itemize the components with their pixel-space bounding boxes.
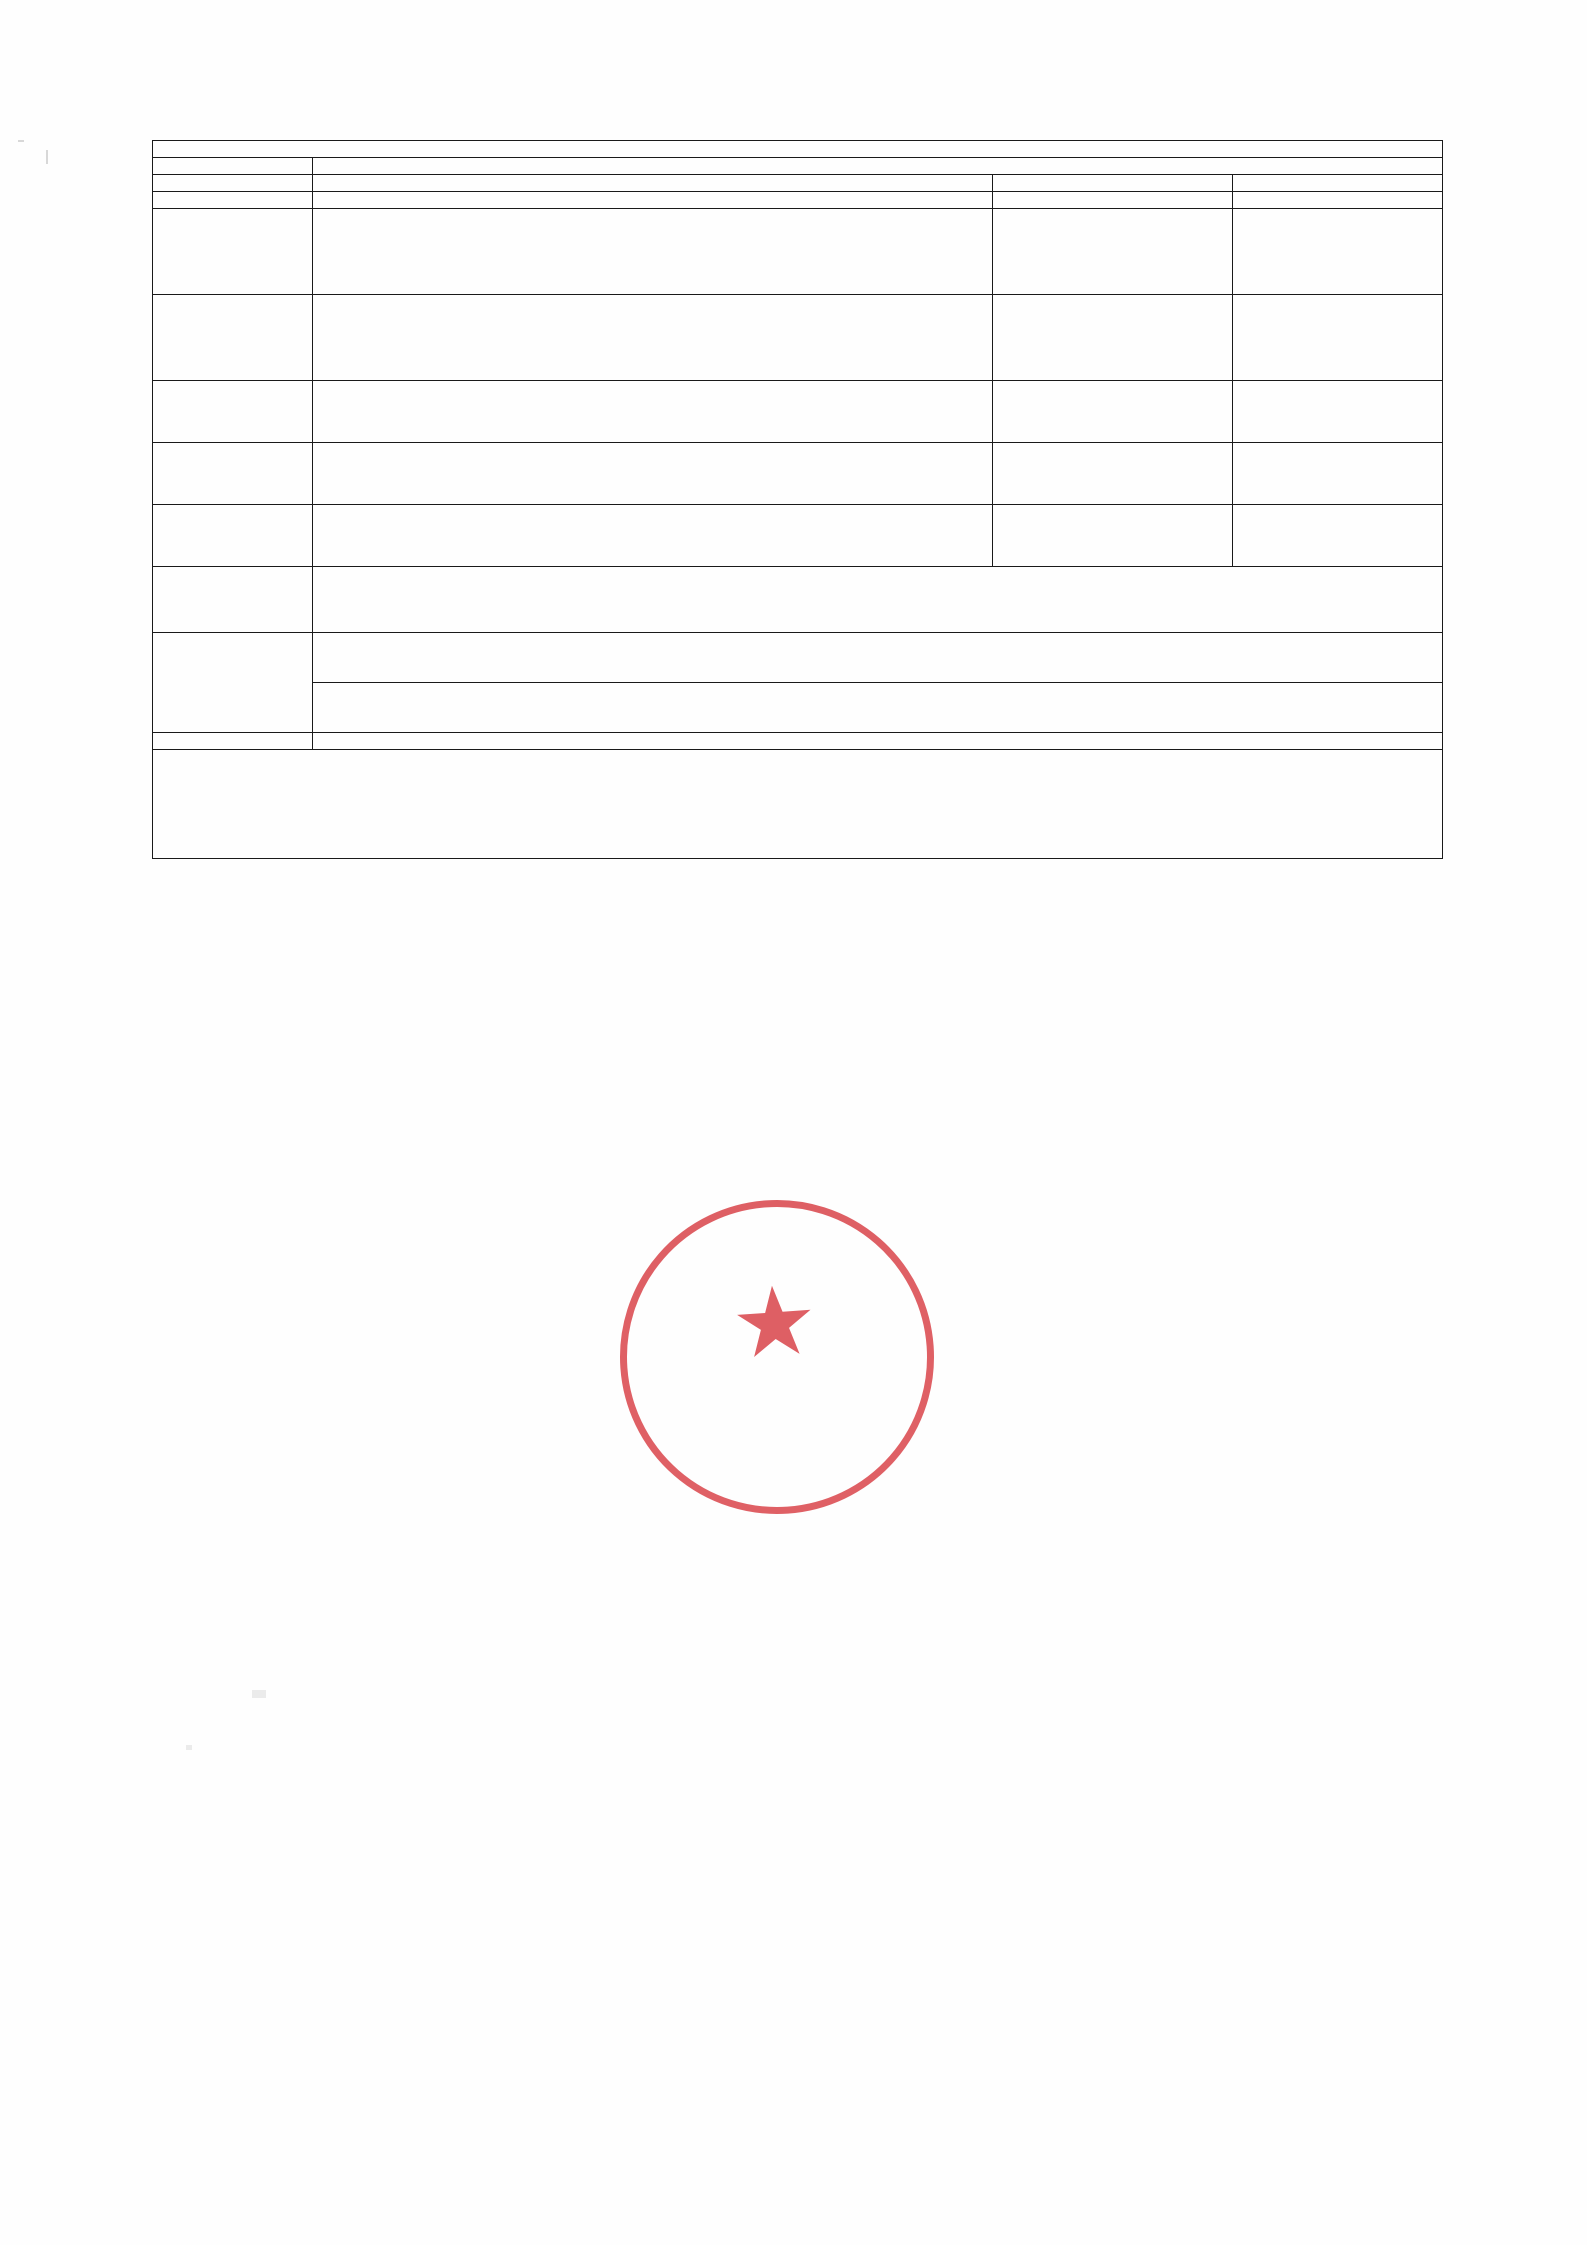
candidate-name [313, 505, 993, 567]
supervisor-label [153, 633, 313, 733]
candidate-quote [993, 381, 1233, 443]
candidate-quote [993, 443, 1233, 505]
candidate-quote [993, 505, 1233, 567]
location-label [153, 192, 313, 209]
other-notes-label [153, 567, 313, 633]
table-row-notice-period [153, 209, 1443, 295]
table-row-title [153, 141, 1443, 158]
table-row-purchaser [153, 175, 1443, 192]
notice-period-label [153, 209, 313, 295]
scan-artifact [46, 150, 48, 164]
candidate-rank [153, 443, 313, 505]
project-name-value [313, 158, 1443, 175]
table-row-supervisor-phone [153, 683, 1443, 733]
table-row-other-notes [153, 567, 1443, 633]
purchaser-value [313, 175, 993, 192]
signature-label [153, 750, 1443, 859]
candidate-name [313, 443, 993, 505]
page-title [153, 141, 1443, 158]
quote-label [993, 295, 1233, 381]
objection-notes [313, 733, 1443, 750]
candidate-name [313, 381, 993, 443]
candidate-remark [1233, 505, 1443, 567]
scan-artifact [18, 140, 24, 142]
table-row-supervisor-dept [153, 633, 1443, 683]
purchaser-phone-label [993, 175, 1233, 192]
table-row-location [153, 192, 1443, 209]
purchaser-phone-value [1233, 175, 1443, 192]
table-row-signature [153, 750, 1443, 859]
candidate-rank-label [153, 295, 313, 381]
candidate-name-label [313, 295, 993, 381]
announcement-table [152, 140, 1443, 859]
candidate-rank [153, 505, 313, 567]
seal-top-text [617, 1197, 937, 1517]
notice-period-value [313, 209, 993, 295]
max-price-label [993, 209, 1233, 295]
purchase-time-value [1233, 192, 1443, 209]
objection-label [153, 733, 313, 750]
candidate-remark [1233, 443, 1443, 505]
scan-artifact [252, 1690, 266, 1698]
table-row-project-name [153, 158, 1443, 175]
official-seal-stamp: ★ [609, 1189, 944, 1524]
project-name-label [153, 158, 313, 175]
candidate-rank [153, 381, 313, 443]
remark-label [1233, 295, 1443, 381]
table-row [153, 505, 1443, 567]
purchase-time-label [993, 192, 1233, 209]
table-row-objection [153, 733, 1443, 750]
purchaser-label [153, 175, 313, 192]
other-notes-value [313, 567, 1443, 633]
supervisor-phone [313, 683, 1443, 733]
candidate-remark [1233, 381, 1443, 443]
table-row [153, 381, 1443, 443]
max-price-value [1233, 209, 1443, 295]
table-row [153, 443, 1443, 505]
scan-artifact [186, 1745, 192, 1750]
supervisor-dept [313, 633, 1443, 683]
location-value [313, 192, 993, 209]
table-row-candidate-header [153, 295, 1443, 381]
